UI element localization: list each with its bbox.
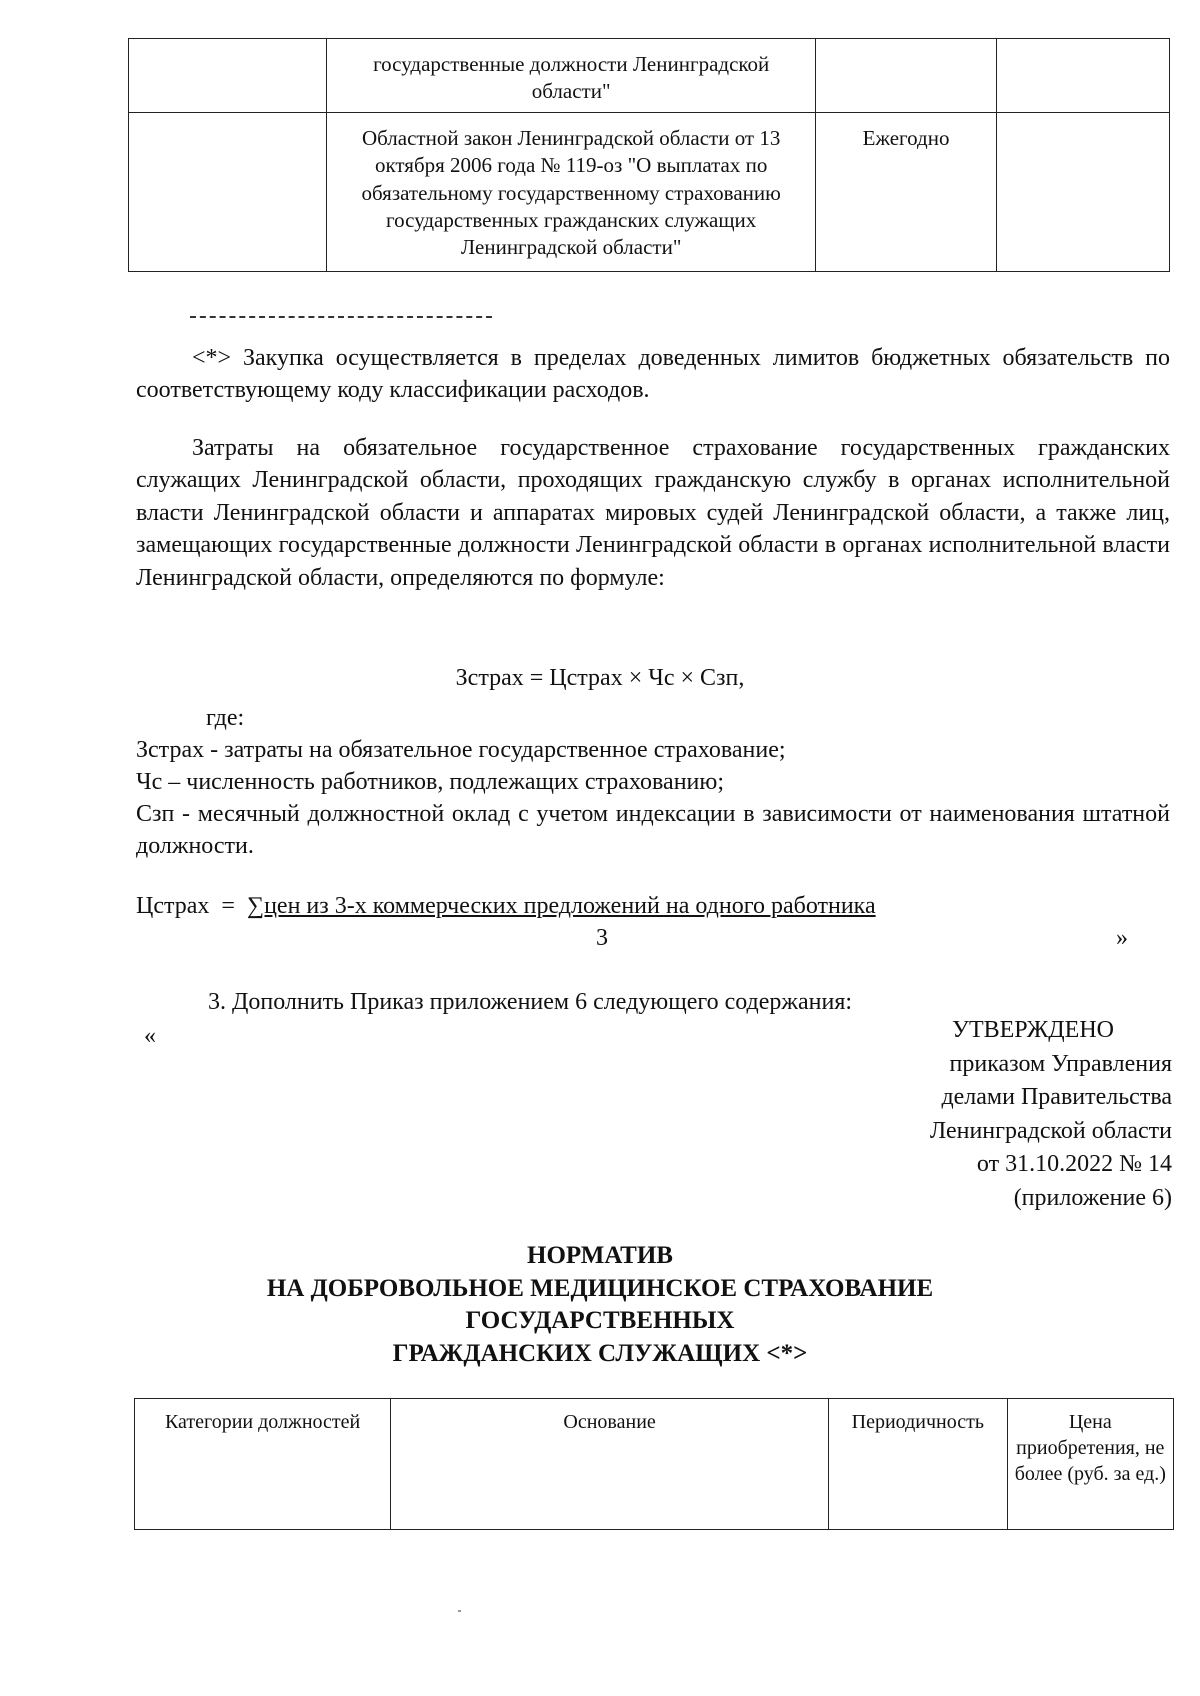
norms-table-continued <box>128 38 1170 272</box>
insurance-norms-table <box>134 1398 1174 1530</box>
open-quote: « <box>144 1023 156 1049</box>
body-paragraph: Затраты на обязательное государственное страхование государственных гражданских служащих Ленинградской области, проходящих гражданскую службу в органах исполнительной власти Ленинградской области и аппаратах мировых судей Ленинградской области, а также лиц, замещающих государственные должности Ленинградской области в органах исполнительной власти Ленинградской области, определяются по формуле: <box>136 435 1170 591</box>
definition-chs: Чс – численность работников, подлежащих страхованию; <box>136 769 724 795</box>
cost-formula: Зстрах = Цстрах × Чс × Сзп, <box>455 665 745 691</box>
approval-line: приказом Управления <box>949 1050 1172 1077</box>
table-cell: государственные должности Ленинградской области" <box>327 39 816 113</box>
price-formula-symbol: Цстрах <box>136 893 210 919</box>
table-row <box>129 113 1170 272</box>
where-label: где: <box>206 705 245 731</box>
table-cell: Ежегодно <box>816 113 997 272</box>
item-3: 3. Дополнить Приказ приложением 6 следующего содержания: <box>208 989 853 1015</box>
close-quote: » <box>1116 925 1128 951</box>
table-cell <box>997 39 1170 113</box>
footnote-separator <box>190 316 492 318</box>
footnote-text: <*> Закупка осуществляется в пределах доведенных лимитов бюджетных обязательств по соответствующему коду классификации расходов. <box>136 345 1170 404</box>
table-row <box>129 39 1170 113</box>
scan-speck <box>458 1610 461 1612</box>
table-cell <box>816 39 997 113</box>
definition-zstrah: Зстрах - затраты на обязательное государственное страхование; <box>136 737 786 763</box>
price-formula-numerator: ∑цен из 3-х коммерческих предложений на одного работника <box>246 893 876 919</box>
definition-szp: Сзп - месячный должностной оклад с учетом индексации в зависимости от наименования штатной должности. <box>136 801 1170 860</box>
approval-line: от 31.10.2022 № 14 <box>976 1151 1172 1178</box>
column-header: Периодичность <box>829 1399 1008 1530</box>
approval-line: УТВЕРЖДЕНО <box>951 1017 1114 1043</box>
table-cell <box>129 113 327 272</box>
title-line: ГРАЖДАНСКИХ СЛУЖАЩИХ <*> <box>392 1339 808 1367</box>
table-cell <box>997 113 1170 272</box>
approval-line: делами Правительства <box>941 1084 1172 1111</box>
title-line: НОРМАТИВ <box>527 1242 673 1269</box>
column-header: Категории должностей <box>135 1399 391 1530</box>
column-header: Основание <box>391 1399 829 1530</box>
table-cell: Областной закон Ленинградской области от 13 октября 2006 года № 119-оз "О выплатах по обязательному государственному страхованию государственных гражданских служащих Ленинградской области" <box>327 113 816 272</box>
approval-line: (приложение 6) <box>1013 1184 1172 1211</box>
approval-line: Ленинградской области <box>929 1117 1172 1144</box>
document-title <box>0 1240 1200 1370</box>
price-formula-denominator: 3 <box>596 925 608 951</box>
price-formula-lhs <box>136 890 876 922</box>
table-cell <box>129 39 327 113</box>
column-header: Цена приобретения, не более (руб. за ед.) <box>1007 1399 1173 1530</box>
title-line: НА ДОБРОВОЛЬНОЕ МЕДИЦИНСКОЕ СТРАХОВАНИЕ <box>266 1274 934 1302</box>
approval-block <box>930 1014 1172 1216</box>
table-header-row <box>135 1399 1174 1530</box>
price-formula-equals: = <box>221 893 235 919</box>
title-line: ГОСУДАРСТВЕННЫХ <box>465 1307 735 1334</box>
